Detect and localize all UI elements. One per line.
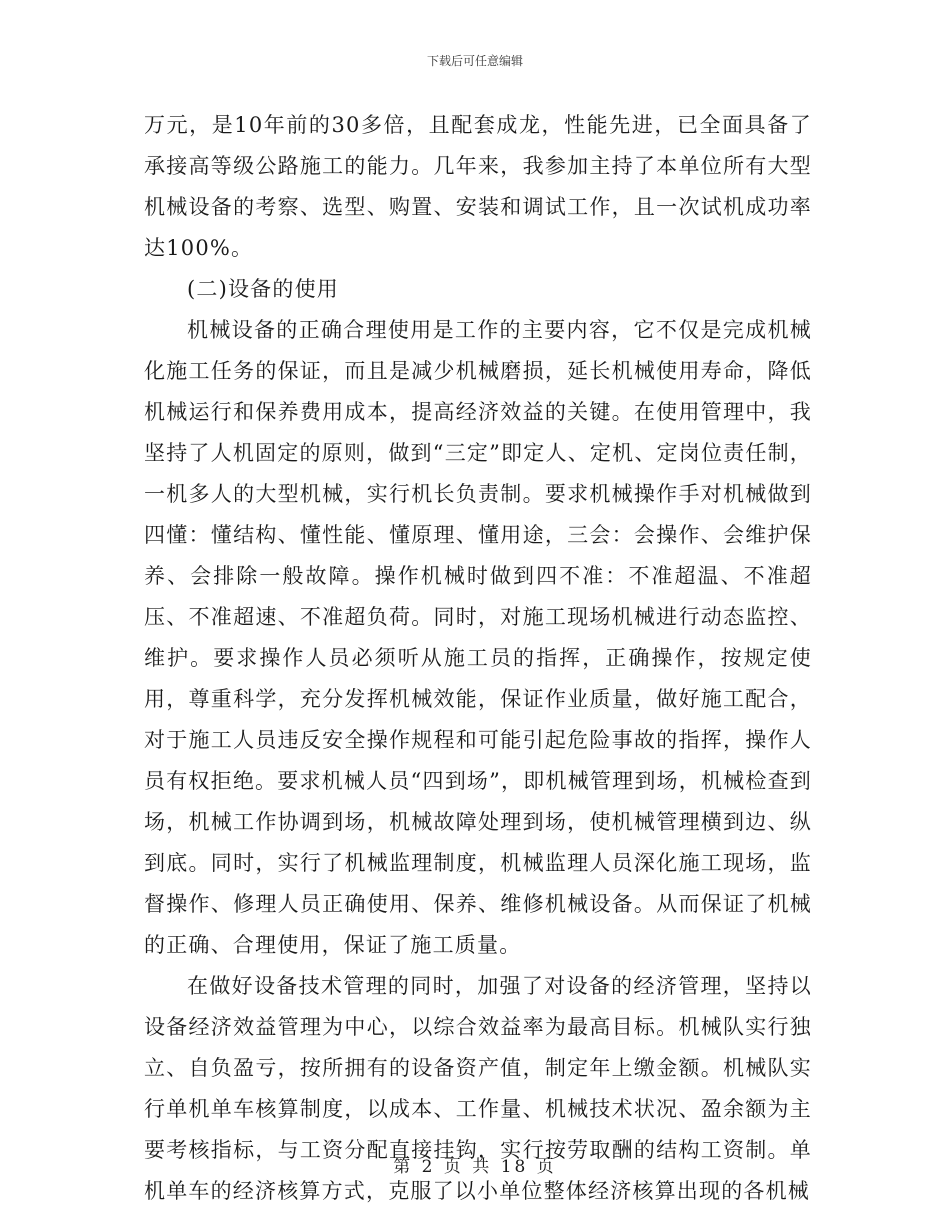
section-heading: (二)设备的使用 bbox=[187, 277, 339, 301]
page-header: 下载后可任意编辑 bbox=[426, 54, 523, 68]
document-body bbox=[144, 105, 812, 1212]
page-number: 第 2 页 共 18 页 bbox=[393, 1157, 557, 1177]
paragraph-continuation: 万元，是10年前的30多倍，且配套成龙，性能先进，已全面具备了承接高等级公路施工的能力。几年来，我参加主持了本单位所有大型机械设备的考察、选型、购置、安装和调试工作，且一次试机成功率达100%。 bbox=[144, 113, 812, 260]
paragraph-economic-management: 在做好设备技术管理的同时，加强了对设备的经济管理，坚持以设备经济效益管理为中心，以综合效益率为最高目标。机械队实行独立、自负盈亏，按所拥有的设备资产值，制定年上缴金额。机械队实行单机单车核算制度，以成本、工作量、机械技术状况、盈余额为主要考核指标，与工资分配直接挂钩，实行按劳取酬的结构工资制。单机单车的经济核算方式，克服了以小单位整体经济核算出现的各机械 bbox=[144, 974, 812, 1203]
paragraph-equipment-usage: 机械设备的正确合理使用是工作的主要内容，它不仅是完成机械化施工任务的保证，而且是减少机械磨损，延长机械使用寿命，降低机械运行和保养费用成本，提高经济效益的关键。在使用管理中，我坚持了人机固定的原则，做到“三定”即定人、定机、定岗位责任制，一机多人的大型机械，实行机长负责制。要求机械操作手对机械做到四懂：懂结构、懂性能、懂原理、懂用途，三会：会操作、会维护保养、会排除一般故障。操作机械时做到四不准：不准超温、不准超压、不准超速、不准超负荷。同时，对施工现场机械进行动态监控、维护。要求操作人员必须听从施工员的指挥，正确操作，按规定使用，尊重科学，充分发挥机械效能，保证作业质量，做好施工配合，对于施工人员违反安全操作规程和可能引起危险事故的指挥，操作人员有权拒绝。要求机械人员“四到场”，即机械管理到场，机械检查到场，机械工作协调到场，机械故障处理到场，使机械管理横到边、纵到底。同时，实行了机械监理制度，机械监理人员深化施工现场，监督操作、修理人员正确使用、保养、维修机械设备。从而保证了机械的正确、合理使用，保证了施工质量。 bbox=[144, 318, 812, 957]
